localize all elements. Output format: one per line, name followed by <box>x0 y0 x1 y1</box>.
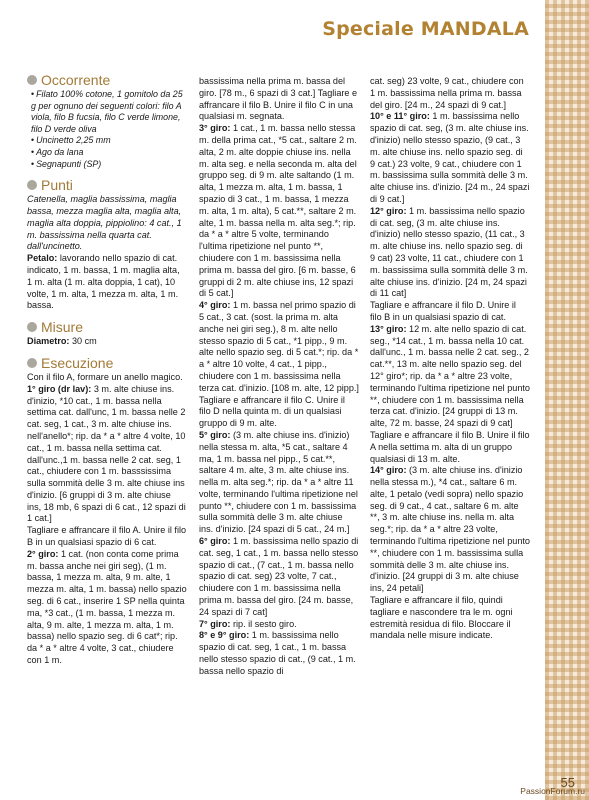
round-14: 14° giro: (3 m. alte chiuse ins. d'inizio nella stessa m.), *4 cat., saltare 6 m. alte, 1 petalo (vedi sopra) nello spazio seg. di 9 cat., 4 cat., saltare 6 m. alte **, 3 m. alte chiuse ins. nella m. alta seg.*; rip. da * a * altre 23 volte, terminando l'ultima ripetizione nel punto **, chiudere con 1 m. bassissima sulla sommità delle 3 m. alte chiuse ins. d'inizio. [24 gruppi di 3 m. alte chiuse ins, 24 petali] <box>370 465 530 594</box>
section-misure <box>27 319 187 335</box>
column-2 <box>199 76 359 756</box>
column-3 <box>370 76 530 756</box>
page-number: 55 <box>560 775 575 790</box>
instruction-text: Tagliare e affrancare il filo C. Unire il filo D nella quinta m. di un qualsiasi gruppo di 9 m. alte. <box>199 394 345 429</box>
watermark: PassionForum.ru <box>520 786 585 796</box>
round-12: 12° giro: 1 m. bassissima nello spazio di cat. seg, (3 m. alte chiuse ins. d'inizio) nello stesso spazio, (11 cat., 3 m. alte chiuse ins. nello spazio seg. di 9 cat) 23 volte, 11 cat., chiudere con 1 m. bassissima sulla sommità delle 3 m. alte chiuse ins. d'inizio. [24 m, 24 spazi di 11 cat] <box>370 205 528 299</box>
round-4: 4° giro: 1 m. bassa nel primo spazio di 5 cat., 3 cat. (sost. la prima m. alta anche nei giri seg.), 8 m. alte nello stesso spazio di 5 cat., *1 pipp., 9 m. alte nello spazio seg. di 5 cat.*; rip. da * a * altre 10 volte, 4 cat., 1 pipp., chiudere con 1 m. bassissima nella terza cat. d'inizio. [108 m. alte, 12 pipp.] <box>199 300 359 393</box>
round-1: 1° giro (dr lav): 3 m. alte chiuse ins. d'inizio, *10 cat., 1 m. bassa nella settima cat. dall'unc, 1 m. bassa nelle 2 cat. seg, 1 cat., 3 m. alte chiuse ins. nell'anello*; rip. da * a * altre 4 volte, 10 cat., 1 m. bassa nella settima cat. dall'unc.,1 m. bassa nelle 2 cat. seg, 1 cat., chiudere con 1 m. basssissima sulla sommità delle 3 m. alte chiuse ins d'inizio. [6 gruppi di 3 m. alte chiuse ins, 18 mb, 6 spazi di 6 cat., 12 spazi di 1 cat.] <box>27 383 186 524</box>
round-6: 6° giro: 1 m. bassissima nello spazio di cat. seg, 1 cat., 1 m. bassa nello stesso spazio di cat., (7 cat., 1 m. bassa nello spazio di cat. seg) 23 volte, 7 cat., chiudere con 1 m. bassissima nella prima m. bassa del giro. [24 m. basse, 24 spazi di 7 cat] <box>199 536 359 617</box>
column-1 <box>27 72 187 752</box>
instruction-text: Tagliare e affrancare il filo A. Unire il filo B in un qualsiasi spazio di 6 cat. <box>27 525 187 548</box>
article-body <box>27 72 537 752</box>
section-punti <box>27 177 187 193</box>
instruction-text: cat. seg) 23 volte, 9 cat., chiudere con 1 m. bassissima nella prima m. bassa del giro. [24 m., 24 spazi di 9 cat.] <box>370 76 524 110</box>
round-7: 7° giro: rip. il sesto giro. <box>199 618 297 629</box>
materials-item: • Segnapunti (SP) <box>31 158 102 169</box>
stitches-list: Catenella, maglia bassissima, maglia bassa, mezza maglia alta, maglia alta, maglia alta doppia, pippiolino: 4 cat., 1 m. bassissima nella quarta cat. dall'uncinetto. <box>27 194 182 252</box>
bullet-dot-icon <box>27 75 37 85</box>
petalo-definition: Petalo: lavorando nello spazio di cat. indicato, 1 m. bassa, 1 m. maglia alta, 1 m. alta (1 m. alta doppia, 1 cat), 10 volte, 1 m. alta, 1 mezza m. alta, 1 m. bassa. <box>27 253 180 311</box>
page-title: Speciale MANDALA <box>322 18 529 40</box>
materials-item: • Ago da lana <box>31 146 84 157</box>
round-13: 13° giro: 12 m. alte nello spazio di cat. seg., *14 cat., 1 m. bassa nella 10 cat. dall'unc., 1 m. bassa nelle 2 cat. seg., 2 cat.**, 13 m. alte nello spazio seg. del 12° giro*; rip. da * a * altre 23 volte, terminando l'ultima ripetizione nel punto **, chiudere con 1 m. bassissima nella terza cat. d'inizio. [24 gruppi di 13 m. alte, 72 m. basse, 24 spazi di 9 cat] <box>370 323 530 429</box>
section-heading: Punti <box>41 177 73 194</box>
round-5: 5° giro: (3 m. alte chiuse ins. d'inizio) nella stessa m. alta, *5 cat., saltare 4 ma, 1 m. bassa nel pipp., 5 cat.**, saltare 4 m. alte, 3 m. alte chiuse ins. nella m. alta seg.*; rip. da * a * altre 11 volte, terminando l'ultima ripetizione nel punto **, chiudere con 1 m. bassissima sulla sommità delle 3 m. alte chiuse ins. d'inizio. [24 spazi di 5 cat., 24 m.] <box>199 429 358 535</box>
instruction-text: bassissima nella prima m. bassa del giro. [78 m., 6 spazi di 3 cat.] Tagliare e affrancare il filo B. Unire il filo C in una qualsiasi m. segnata. <box>199 76 358 122</box>
bullet-dot-icon <box>27 358 37 368</box>
section-esecuzione <box>27 355 187 371</box>
round-3: 3° giro: 1 cat., 1 m. bassa nello stessa m. della prima cat., *5 cat., saltare 2 m. alta, 2 m. alte doppie chiuse ins. nella m. alta seg. e nella seconda m. alta del gruppo seg. di 9 m. alte saltando (1 m. alta, 1 mezza m. alta, 1 m. bassa, 1 spazio di 3 cat., 1 m. bassa, 1 mezza m. alta, 1 m. alta), 5 cat.**, saltare 2 m. alte, 1 m. bassa nella m. alta seg.*; rip. da * a * altre 5 volte, terminando l'ultima ripetizione nel punto **, chiudere con 1 m. bassissima nella prima m. bassa del giro. [6 m. basse, 6 gruppi di 2 m. alte chiuse ins, 12 spazi di 5 cat.] <box>199 123 357 299</box>
materials-item: • Uncinetto 2,25 mm <box>31 135 111 146</box>
diameter: Diametro: 30 cm <box>27 336 97 347</box>
round-2: 2° giro: 1 cat. (non conta come prima m. bassa anche nei giri seg), (1 m. bassa, 1 mezza m. alta, 9 m. alte, 1 mezza m. alta, 1 m. bassa) nello spazio seg. di 6 cat., inserire 1 SP nella quinta ma, *3 cat., (1 m. bassa, 1 mezza m. alta, 9 m. alte, 1 mezza m. alta, 1 m. bassa) nello spazio seg. di 6 cat*; rip. da * a * altre 4 volte, 3 cat., chiudere con 1 m. <box>27 548 187 666</box>
section-heading: Misure <box>41 319 84 336</box>
bullet-dot-icon <box>27 180 37 190</box>
round-8-9: 8° e 9° giro: 1 m. bassissima nello spazio di cat. seg, 1 cat., 1 m. bassa nello stesso spazio di cat., (9 cat., 1 m. bassa nello spazio di <box>199 630 356 676</box>
instruction-text: Tagliare e affrancare il filo, quindi tagliare e nascondere tra le m. ogni estremità residua di filo. Bloccare il mandala nelle misure indicate. <box>370 595 513 641</box>
round-10-11: 10° e 11° giro: 1 m. bassissima nello spazio di cat. seg, (3 m. alte chiuse ins. d'inizio) nello stesso spazio, (9 cat., 3 m. alte chiuse ins. nello spazio seg. di 9 cat.) 23 volte, 9 cat., chiudere con 1 m. bassissima sulla sommità delle 3 m. alte chiuse ins. d'inizio. [24 m., 24 spazi di 9 cat.] <box>370 111 530 204</box>
section-heading: Esecuzione <box>41 354 114 371</box>
section-heading: Occorrente <box>41 72 111 88</box>
gingham-border <box>545 0 589 800</box>
instruction-text: Tagliare e affrancare il filo B. Unire il filo A nella settima m. alta di un gruppo qualsiasi di 13 m. alte. <box>370 429 530 464</box>
materials-item: • Filato 100% cotone, 1 gomitolo da 25 g per ognuno dei seguenti colori: filo A viola, filo B fucsia, filo C verde limone, filo D verde oliva <box>31 89 183 134</box>
instruction-text: Tagliare e affrancare il filo D. Unire il filo B in un qualsiasi spazio di cat. <box>370 300 516 322</box>
section-occorrente <box>27 72 187 88</box>
bullet-dot-icon <box>27 322 37 332</box>
instruction-text: Con il filo A, formare un anello magico. <box>27 371 183 382</box>
